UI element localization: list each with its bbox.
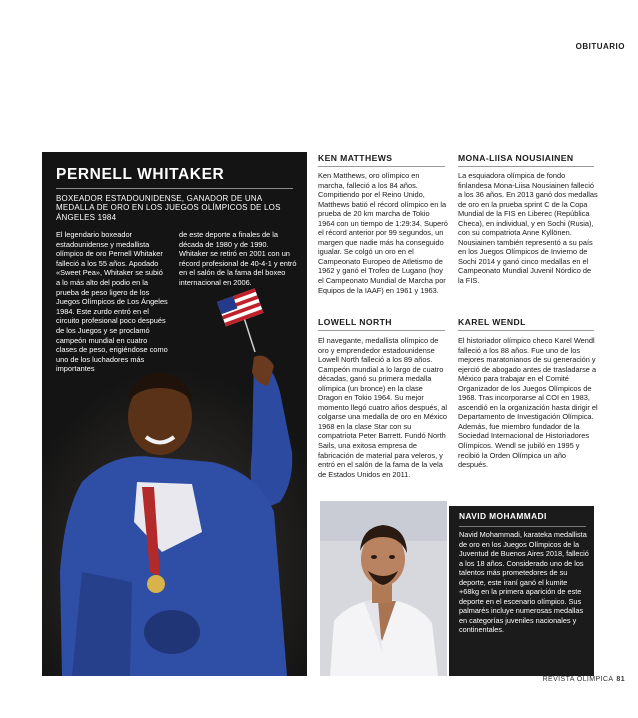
wendl-heading: KAREL WENDL [458, 317, 526, 327]
mohammadi-panel [449, 506, 594, 676]
nousiainen-heading: MONA-LIISA NOUSIAINEN [458, 153, 574, 163]
whitaker-feature [42, 152, 307, 676]
page-footer [543, 676, 625, 683]
north-text: El navegante, medallista olímpico de oro y emprendedor estadounidense Lowell North falleció a los 89 años. Campeón mundial a lo largo de cuatro décadas, ganó su primera medalla olímpica (un bronce) en la clase Dragon en Tokio 1964. Su mejor momento llegó cuatro años después, al colgarse una medalla de oro en México 1968 en la clase Star con su compatriota Peter Barrett. Fundó North Sails, una exitosa empresa de fabricación de material para veleros, y entró en el salón de la fama de la vela de Estados Unidos en 2011. [318, 336, 448, 479]
nousiainen-text: La esquiadora olímpica de fondo finlandesa Mona-Liisa Nousiainen falleció a los 36 años. En 2013 ganó dos medallas de oro en la prueba sprint C de la Copa Mundial de la FIS en Liberec (República Checa), en individual, y en Sochi (Rusia), con su compatriota Anne Kyllönen. Nousiainen también representó a su país en los Juegos Olímpicos de Invierno de Sochi 2014 y ganó cinco medallas en el Campeonato Mundial Juvenil Nórdico de la FIS. [458, 171, 598, 286]
nousiainen-divider [458, 166, 594, 167]
north-heading: LOWELL NORTH [318, 317, 392, 327]
whitaker-text-col1: El legendario boxeador estadounidense y medallista olímpico de oro Pernell Whitaker falleció a los 55 años. Apodado «Sweet Pea», Whitaker se subió a lo más alto del podio en la prueba de peso ligero de los Juegos Olímpicos de Los Ángeles 1984. Este zurdo entró en el circuito profesional poco después de los Juegos y se proclamó campeón mundial en cuatro clases de peso, erigiéndose como uno de los luchadores más importantes [56, 230, 168, 374]
section-tag: OBITUARIO [575, 42, 625, 51]
north-divider [318, 330, 445, 331]
matthews-heading: KEN MATTHEWS [318, 153, 393, 163]
whitaker-name: PERNELL WHITAKER [56, 166, 225, 183]
whitaker-divider [56, 188, 293, 189]
magazine-name: REVISTA OLÍMPICA [542, 676, 614, 683]
mohammadi-text: Navid Mohammadi, karateka medallista de oro en los Juegos Olímpicos de la Juventud de Buenos Aires 2018, falleció a los 18 años. Considerado uno de los talentos más prometedores de su deporte, este iraní ganó el kumite +68kg en la primera aparición de este deporte en el escenario olímpico. Sus palmarés incluye numerosas medallas en categorías juveniles nacionales y continentales. [459, 530, 589, 634]
mohammadi-heading: NAVID MOHAMMADI [459, 511, 547, 521]
whitaker-text-col2: de este deporte a finales de la década de 1980 y de 1990. Whitaker se retiró en 2001 con un récord profesional de 40-4-1 y entró en el salón de la fama del boxeo internacional en 2006. [179, 230, 297, 287]
mohammadi-photo [320, 501, 447, 676]
whitaker-subtitle: BOXEADOR ESTADOUNIDENSE, GANADOR DE UNA MEDALLA DE ORO EN LOS JUEGOS OLÍMPICOS DE LOS ÁNGELES 1984 [56, 194, 281, 222]
page-number: 81 [616, 676, 625, 683]
wendl-text: El historiador olímpico checo Karel Wendl falleció a los 88 años. Fue uno de los mejores maratonianos de su generación y ejerció de abogado antes de trasladarse a México para trabajar en el Comité Organizador de los Juegos Olímpicos de 1968. Tras incorporarse al COI en 1983, ascendió en la organización hasta dirigir el Departamento de Investigación Olímpica. Además, fue miembro fundador de la Sociedad Internacional de Historiadores Olímpicos. Wendl se jubiló en 1995 y recibió la Orden Olímpica un año después. [458, 336, 598, 470]
matthews-text: Ken Matthews, oro olímpico en marcha, falleció a los 84 años. Compitiendo por el Reino Unido, Matthews batió el récord olímpico en la prueba de 20 km marcha de Tokio 1964 con un tiempo de 1:29:34. Superó el récord anterior por 99 segundos, un margen que nadie más ha conseguido igualar. Se colgó un oro en el Campeonato Europeo de Atletismo de 1962 y ganó el Trofeo de Lugano (hoy el Campeonato Mundial de Marcha por Equipos de la IAAF) en 1961 y 1963. [318, 171, 448, 295]
mohammadi-divider [459, 526, 586, 527]
wendl-divider [458, 330, 594, 331]
matthews-divider [318, 166, 445, 167]
